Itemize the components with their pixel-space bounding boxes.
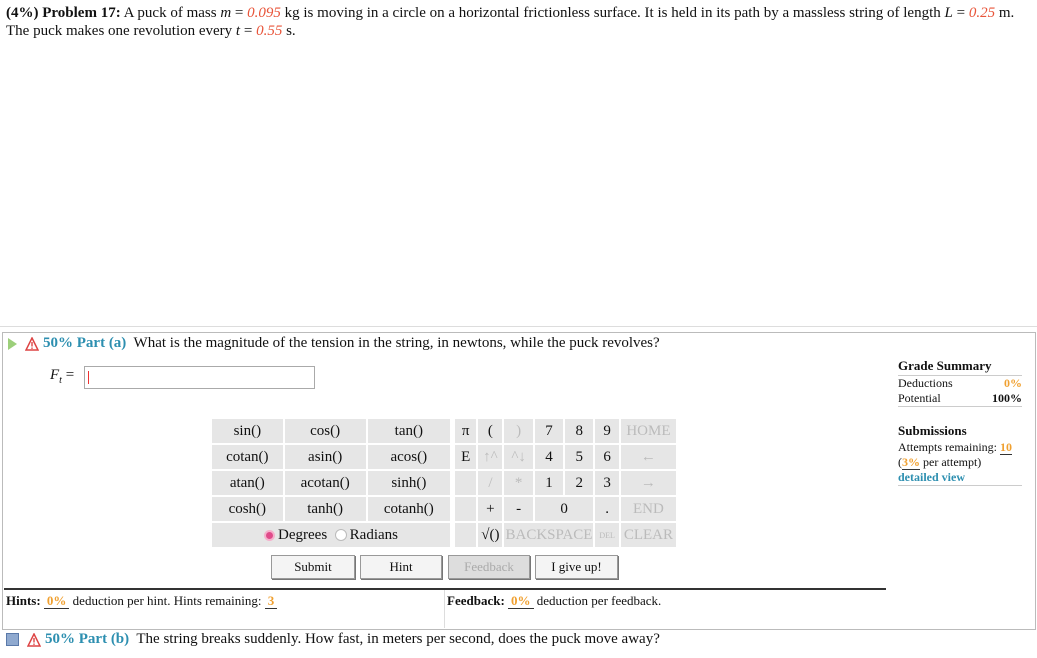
cosh-button[interactable]: cosh() [211, 496, 284, 522]
sqrt-button[interactable]: √() [477, 522, 503, 548]
part-a-header[interactable] [8, 335, 660, 352]
hints-info [6, 593, 277, 609]
feedback-info [447, 593, 661, 609]
feedback-button[interactable]: Feedback [448, 555, 530, 579]
hints-text: deduction per hint. Hints remaining: [69, 593, 262, 608]
backspace-button[interactable]: BACKSPACE [503, 522, 594, 548]
acotan-button[interactable]: acotan() [284, 470, 367, 496]
home-button[interactable]: HOME [620, 418, 677, 444]
time-symbol: t [235, 23, 241, 39]
warning-icon [27, 633, 41, 647]
decimal-button[interactable]: . [594, 496, 619, 522]
clear-button[interactable]: CLEAR [620, 522, 677, 548]
key-9[interactable]: 9 [594, 418, 619, 444]
sin-button[interactable]: sin() [211, 418, 284, 444]
key-4[interactable]: 4 [534, 444, 564, 470]
key-8[interactable]: 8 [564, 418, 594, 444]
per-attempt-value: 3% [902, 455, 920, 469]
function-keypad [211, 418, 451, 548]
potential-value: 100% [992, 391, 1022, 405]
answer-label-symbol: F [50, 367, 60, 383]
part-b-header[interactable] [6, 631, 660, 648]
radians-radio[interactable] [335, 529, 347, 541]
right-paren-button[interactable]: ) [503, 418, 533, 444]
number-keypad [454, 418, 677, 548]
length-value: 0.25 [968, 5, 996, 21]
part-b-question: The string breaks suddenly. How fast, in meters per second, does the puck move away? [136, 631, 660, 647]
answer-label-eq: = [61, 367, 75, 383]
deductions-value: 0% [1004, 376, 1022, 390]
collapse-square-icon[interactable] [6, 633, 19, 646]
acos-button[interactable]: acos() [367, 444, 451, 470]
up-caret-button[interactable]: ↑^ [477, 444, 503, 470]
blank-key [454, 470, 477, 496]
minus-button[interactable]: - [503, 496, 533, 522]
time-value: 0.55 [256, 23, 283, 39]
end-button[interactable]: END [620, 496, 677, 522]
feedback-deduction: 0% [508, 593, 534, 609]
feedback-text: deduction per feedback. [533, 593, 662, 608]
key-3[interactable]: 3 [594, 470, 619, 496]
pi-button[interactable]: π [454, 418, 477, 444]
degrees-label: Degrees [278, 526, 328, 543]
length-symbol: L [944, 5, 953, 21]
problem-text-4: s. [282, 23, 296, 39]
give-up-button[interactable]: I give up! [535, 555, 618, 579]
problem-percent: (4%) [6, 5, 39, 21]
left-paren-button[interactable]: ( [477, 418, 503, 444]
mass-symbol: m [220, 5, 232, 21]
right-arrow-button[interactable]: → [620, 470, 677, 496]
problem-label: Problem 17: [42, 5, 121, 21]
hints-remaining: 3 [265, 593, 278, 609]
hint-button[interactable]: Hint [360, 555, 442, 579]
blank-key-3 [454, 522, 477, 548]
cotanh-button[interactable]: cotanh() [367, 496, 451, 522]
radians-label: Radians [349, 526, 398, 543]
part-b-title: 50% Part (b) [45, 631, 130, 647]
problem-text-3: m. The puck makes one revolution every [6, 5, 1015, 39]
feedback-label: Feedback: [447, 593, 505, 608]
tanh-button[interactable]: tanh() [284, 496, 367, 522]
key-6[interactable]: 6 [594, 444, 619, 470]
tan-button[interactable]: tan() [367, 418, 451, 444]
atan-button[interactable]: atan() [211, 470, 284, 496]
mass-value: 0.095 [247, 5, 281, 21]
key-2[interactable]: 2 [564, 470, 594, 496]
problem-text-2: kg is moving in a circle on a horizontal frictionless surface. It is held in its path by a massless string of length [280, 5, 945, 21]
answer-label-subscript: t [59, 375, 62, 386]
angle-mode [211, 522, 451, 548]
key-0[interactable]: 0 [534, 496, 595, 522]
hints-label: Hints: [6, 593, 41, 608]
del-button[interactable]: DEL [594, 522, 619, 548]
problem-text-1: A puck of mass [123, 5, 221, 21]
text-caret [88, 371, 89, 384]
down-caret-button[interactable]: ^↓ [503, 444, 533, 470]
degrees-radio[interactable] [264, 530, 275, 541]
problem-statement [6, 4, 1031, 40]
grade-summary-heading: Grade Summary [898, 358, 1022, 376]
part-a-title: 50% Part (a) [43, 335, 127, 351]
attempts-label: Attempts remaining: [898, 440, 997, 454]
key-5[interactable]: 5 [564, 444, 594, 470]
multiply-button[interactable]: * [503, 470, 533, 496]
left-arrow-button[interactable]: ← [620, 444, 677, 470]
attempts-value: 10 [999, 440, 1012, 454]
grade-summary [898, 358, 1022, 486]
divider [0, 326, 1037, 327]
submit-button[interactable]: Submit [271, 555, 355, 579]
submissions-heading: Submissions [898, 423, 967, 438]
deductions-label: Deductions [898, 376, 953, 390]
per-open: ( [898, 455, 902, 469]
cotan-button[interactable]: cotan() [211, 444, 284, 470]
key-7[interactable]: 7 [534, 418, 564, 444]
key-1[interactable]: 1 [534, 470, 564, 496]
cos-button[interactable]: cos() [284, 418, 367, 444]
hints-feedback-divider [444, 590, 445, 628]
expand-triangle-icon[interactable] [8, 338, 17, 350]
part-a-question: What is the magnitude of the tension in the string, in newtons, while the puck revolves? [133, 335, 660, 351]
per-attempt-label: per attempt) [920, 455, 982, 469]
answer-input[interactable] [84, 366, 315, 389]
potential-label: Potential [898, 391, 941, 405]
sinh-button[interactable]: sinh() [367, 470, 451, 496]
answer-label [50, 367, 74, 386]
e-button[interactable]: E [454, 444, 477, 470]
plus-button[interactable]: + [477, 496, 503, 522]
eq-sign-1: = [231, 5, 248, 21]
divide-button[interactable]: / [477, 470, 503, 496]
warning-icon [25, 337, 39, 351]
eq-sign-3: = [240, 23, 257, 39]
eq-sign-2: = [952, 5, 969, 21]
hints-deduction: 0% [44, 593, 70, 609]
detailed-view-link[interactable]: detailed view [898, 470, 965, 484]
blank-key-2 [454, 496, 477, 522]
asin-button[interactable]: asin() [284, 444, 367, 470]
